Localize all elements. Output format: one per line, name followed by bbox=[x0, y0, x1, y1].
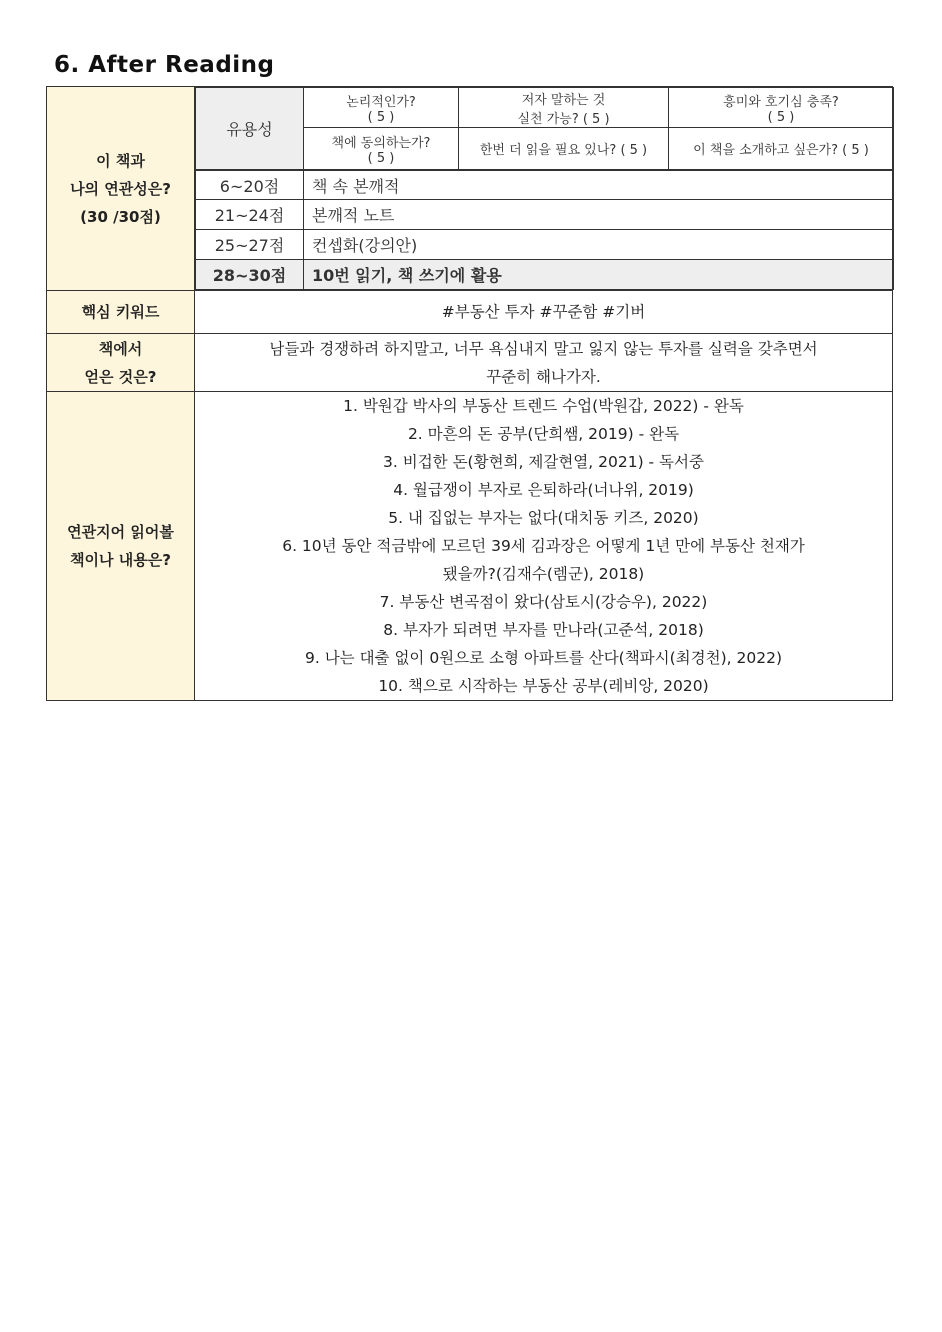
criteria-cell bbox=[304, 88, 459, 128]
criteria-grid bbox=[195, 87, 894, 170]
relevance-label-line: 이 책과 bbox=[96, 151, 145, 170]
criteria-cell: 이 책을 소개하고 싶은가? ( 5 ) bbox=[669, 128, 894, 170]
criteria-score: ( 5 ) bbox=[367, 150, 395, 166]
list-item: 3. 비겁한 돈(황현희, 제갈현열, 2021) - 독서중 bbox=[383, 453, 704, 471]
score-action: 컨셉화(강의안) bbox=[304, 230, 894, 260]
keywords-label: 핵심 키워드 bbox=[47, 291, 195, 334]
relevance-label bbox=[47, 87, 195, 291]
gained-label bbox=[47, 334, 195, 392]
related-label bbox=[47, 392, 195, 701]
criteria-cell bbox=[304, 128, 459, 170]
criteria-question: 흥미와 호기심 충족? bbox=[723, 94, 839, 110]
gained-label-line: 얻은 것은? bbox=[84, 367, 157, 386]
criteria-question: 저자 말하는 것 bbox=[521, 92, 606, 108]
gained-line: 남들과 경쟁하려 하지말고, 너무 욕심내지 말고 잃지 않는 투자를 실력을 갖추면서 bbox=[269, 339, 818, 358]
score-range: 21~24점 bbox=[196, 200, 304, 230]
criteria-score: ( 5 ) bbox=[767, 109, 795, 125]
related-label-line: 연관지어 읽어볼 bbox=[67, 523, 174, 541]
list-item: 6. 10년 동안 적금밖에 모르던 39세 김과장은 어떻게 1년 만에 부동산 천재가 bbox=[282, 537, 805, 555]
criteria-score: 실천 가능? ( 5 ) bbox=[517, 111, 610, 127]
list-item: 10. 책으로 시작하는 부동산 공부(레비앙, 2020) bbox=[378, 677, 709, 695]
list-item: 4. 월급쟁이 부자로 은퇴하라(너나위, 2019) bbox=[393, 481, 694, 499]
gained-content bbox=[195, 334, 893, 392]
list-item: 9. 나는 대출 없이 0원으로 소형 아파트를 산다(책파시(최경천), 2022) bbox=[304, 649, 782, 667]
criteria-question: 논리적인가? bbox=[346, 94, 416, 110]
list-item: 2. 마흔의 돈 공부(단희쌤, 2019) - 완독 bbox=[407, 425, 680, 443]
list-item: 5. 내 집없는 부자는 없다(대치동 키즈, 2020) bbox=[388, 509, 699, 527]
keywords-value: #부동산 투자 #꾸준함 #기버 bbox=[195, 291, 893, 334]
list-item: 1. 박원갑 박사의 부동산 트렌드 수업(박원갑, 2022) - 완독 bbox=[343, 397, 744, 415]
score-range: 28~30점 bbox=[196, 260, 304, 290]
criteria-cell bbox=[459, 88, 669, 128]
score-table bbox=[195, 170, 894, 290]
score-range: 25~27점 bbox=[196, 230, 304, 260]
score-action: 책 속 본깨적 bbox=[304, 171, 894, 200]
related-list bbox=[195, 392, 893, 701]
after-reading-table bbox=[46, 86, 893, 701]
score-range: 6~20점 bbox=[196, 171, 304, 200]
relevance-content bbox=[195, 87, 893, 291]
relevance-label-line: (30 /30점) bbox=[80, 207, 161, 226]
score-action: 10번 읽기, 책 쓰기에 활용 bbox=[304, 260, 894, 290]
gained-label-line: 책에서 bbox=[98, 339, 143, 358]
gained-line: 꾸준히 해나가자. bbox=[486, 367, 601, 386]
score-action: 본깨적 노트 bbox=[304, 200, 894, 230]
list-item: 7. 부동산 변곡점이 왔다(삼토시(강승우), 2022) bbox=[379, 593, 708, 611]
list-item: 됐을까?(김재수(렘군), 2018) bbox=[442, 565, 645, 583]
list-item: 8. 부자가 되려면 부자를 만나라(고준석, 2018) bbox=[383, 621, 704, 639]
criteria-cell bbox=[669, 88, 894, 128]
related-label-line: 책이나 내용은? bbox=[70, 551, 171, 569]
criteria-question: 책에 동의하는가? bbox=[331, 135, 431, 151]
relevance-label-line: 나의 연관성은? bbox=[70, 179, 171, 198]
usefulness-label: 유용성 bbox=[196, 88, 304, 170]
criteria-score: ( 5 ) bbox=[367, 109, 395, 125]
criteria-cell: 한번 더 읽을 필요 있나? ( 5 ) bbox=[459, 128, 669, 170]
section-title: 6. After Reading bbox=[54, 52, 275, 78]
